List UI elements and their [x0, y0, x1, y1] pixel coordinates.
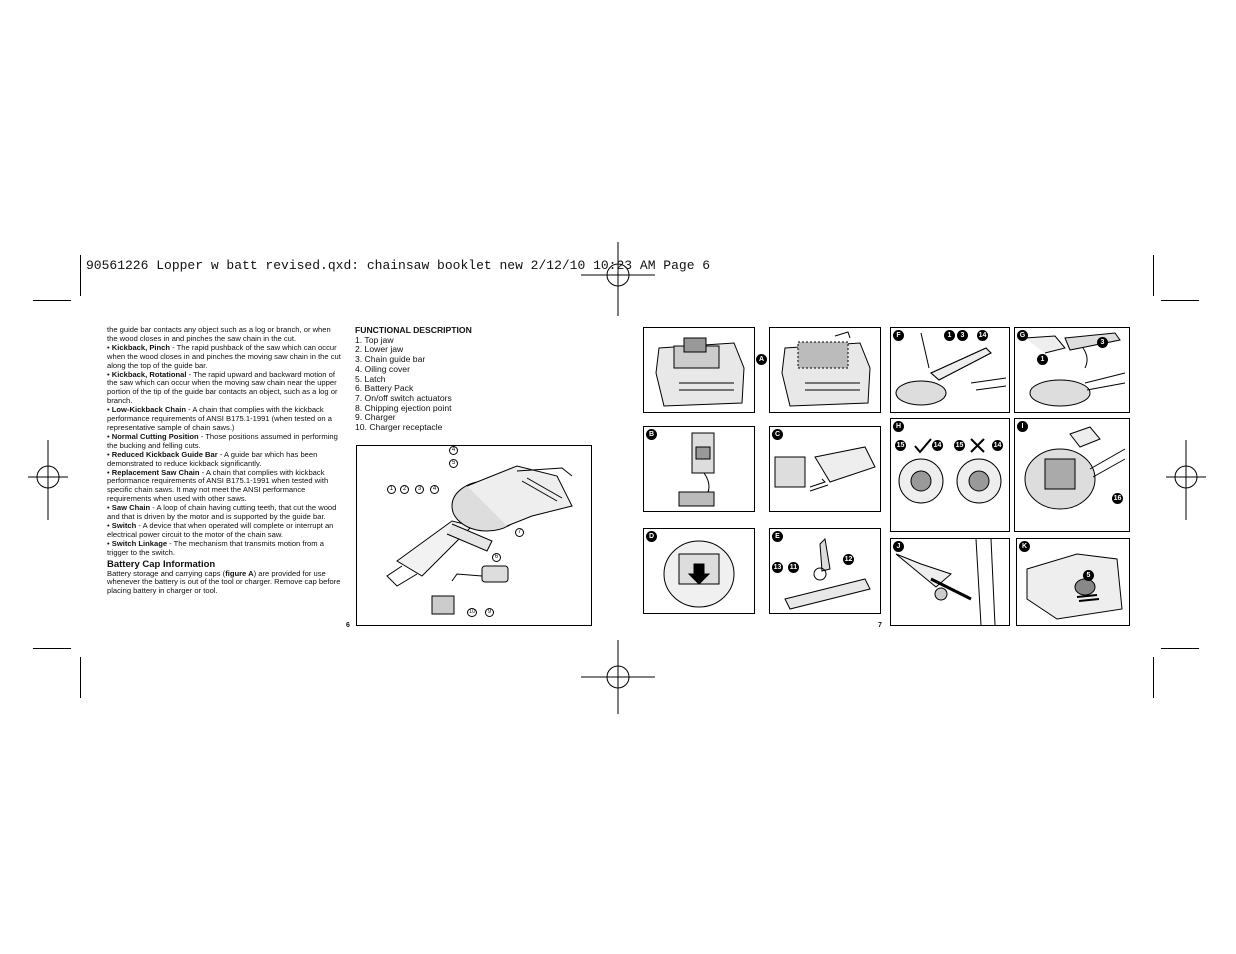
callout-number: 1	[387, 485, 396, 494]
battery-cap-heading: Battery Cap Information	[107, 558, 216, 570]
definition-item: • Saw Chain - A loop of chain having cutting teeth, that cut the wood and that is driven by the motor and is supported by the guide bar.	[107, 503, 337, 522]
figure-i	[1014, 418, 1130, 532]
charger-illustration	[644, 427, 754, 511]
definition-text: - A chain that complies with the kickback performance requirements of ANSI B175.1-1991 (when tested on a representative sample of chain saws.)	[107, 405, 332, 432]
functional-item: 2. Lower jaw	[355, 344, 404, 355]
functional-title: FUNCTIONAL DESCRIPTION	[355, 325, 472, 335]
definition-term: Kickback, Pinch	[111, 342, 171, 352]
lopper-illustration	[357, 446, 591, 625]
callout-number: 9	[485, 608, 494, 617]
callout-badge: 14	[978, 332, 987, 339]
figure-label: G	[1017, 330, 1028, 341]
callout-number: 4	[430, 485, 439, 494]
oil-fill-illustration	[1015, 419, 1129, 531]
figure-label: A	[756, 354, 767, 365]
callout-badge: 14	[933, 442, 942, 449]
definition-text: - The mechanism that transmits motion from a trigger to the switch.	[107, 538, 324, 557]
callout-number: 5	[449, 459, 458, 468]
definition-text: - A chain that complies with kickback performance requirements of ANSI B175.1-1991 when tested with specific chain saws. It may not meet the ANSI performance requirements when used with other saws.	[107, 467, 329, 504]
functional-item: 8. Chipping ejection point	[355, 402, 452, 413]
figure-k	[1016, 538, 1130, 626]
registration-mark-bottom	[581, 640, 655, 714]
figure-label: K	[1019, 541, 1030, 552]
battery-illustration	[644, 328, 754, 412]
functional-item: 6. Battery Pack	[355, 383, 414, 394]
functional-description	[355, 326, 472, 433]
figure-label: C	[772, 429, 783, 440]
figure-j	[890, 538, 1010, 626]
battery-release-illustration	[644, 529, 754, 613]
callout-number: 10	[468, 609, 476, 615]
definition-term: Reduced Kickback Guide Bar	[111, 449, 218, 459]
definition-term: Normal Cutting Position	[111, 431, 199, 441]
definition-term: Saw Chain	[111, 503, 151, 513]
chain-direction-illustration	[891, 419, 1009, 531]
functional-item: 4. Oiling cover	[355, 363, 410, 374]
tensioning-illustration	[1015, 328, 1129, 412]
callout-number: 7	[515, 528, 524, 537]
functional-item: 5. Latch	[355, 373, 386, 384]
callout-badge: 1	[944, 330, 955, 341]
callout-badge: 11	[789, 564, 798, 571]
figure-b	[643, 426, 755, 512]
callout-badge: 13	[773, 564, 782, 571]
definition-text: - The rapid upward and backward motion of the saw which can occur when the moving saw chain near the upper portion of the tip of the guide bar contacts an object, such as a log or branch.	[107, 369, 338, 406]
figure-d	[643, 528, 755, 614]
battery-cap-paragraph: Battery storage and carrying caps (figure A) are provided for use whenever the battery is out of the tool or charger. Remove cap before placing battery in charger or tool.	[107, 568, 341, 596]
page-number-left: 6	[346, 622, 350, 629]
callout-number: 2	[400, 485, 409, 494]
functional-item: 1. Top jaw	[355, 334, 394, 345]
definition-term: Low-Kickback Chain	[111, 405, 187, 415]
figure-g	[1014, 327, 1130, 413]
latch-illustration	[1017, 539, 1129, 625]
callout-badge: 3	[1097, 337, 1108, 348]
functional-item: 3. Chain guide bar	[355, 354, 426, 365]
cutting-illustration	[891, 539, 1009, 625]
crop-mark	[33, 648, 71, 649]
callout-badge: 1	[1037, 354, 1048, 365]
definition-text: - Those positions assumed in performing the bucking and felling cuts.	[107, 431, 338, 450]
figure-f	[890, 327, 1010, 413]
crop-mark	[1161, 300, 1199, 301]
definition-term: Kickback, Rotational	[111, 369, 187, 379]
callout-badge: 5	[1083, 570, 1094, 581]
registration-mark-top	[581, 242, 655, 316]
definition-text: - A loop of chain having cutting teeth, that cut the wood and that is driven by the motor and is supported by the guide bar.	[107, 503, 337, 522]
guide-bar-illustration	[770, 529, 880, 613]
crop-mark	[80, 657, 81, 698]
definition-item: • Reduced Kickback Guide Bar - A guide bar which has been demonstrated to reduce kickback significantly.	[107, 449, 318, 468]
figure-label: B	[646, 429, 657, 440]
crop-mark	[1153, 657, 1154, 698]
slug-header: 90561226 Lopper w batt revised.qxd: chainsaw booklet new 2/12/10 10:23 AM Page 6	[86, 258, 711, 273]
figure-reference: figure A	[225, 568, 254, 578]
functional-item: 9. Charger	[355, 412, 396, 423]
callout-badge: 3	[957, 330, 968, 341]
page-number-right: 7	[878, 622, 882, 629]
functional-item: 10. Charger receptacle	[355, 422, 443, 433]
definition-item: • Kickback, Pinch - The rapid pushback of the saw which can occur when the wood closes in and pinches the moving saw chain in the cut along the top of the guide bar.	[107, 342, 341, 370]
left-text-column	[107, 326, 343, 596]
crop-mark	[1153, 255, 1154, 296]
intro-paragraph: the guide bar contacts any object such as a log or branch, or when the wood closes in and pinches the saw chain in the cut.	[107, 325, 331, 343]
battery-cap-illustration	[770, 328, 880, 412]
crop-mark	[80, 255, 81, 296]
tool-parts-diagram	[356, 445, 592, 626]
callout-number: 4	[449, 446, 458, 455]
figure-e	[769, 528, 881, 614]
figure-label: E	[772, 531, 783, 542]
definition-term: Switch Linkage	[111, 538, 168, 548]
callout-number: 3	[415, 485, 424, 494]
callout-number: 6	[492, 553, 501, 562]
figure-h	[890, 418, 1010, 532]
crop-mark	[33, 300, 71, 301]
definition-text: - A device that when operated will complete or interrupt an electrical power circuit to the motor of the chain saw.	[107, 520, 334, 539]
registration-mark-left	[28, 440, 68, 520]
figure-label: D	[646, 531, 657, 542]
definition-item: • Switch Linkage - The mechanism that transmits motion from a trigger to the switch.	[107, 538, 324, 557]
definition-item: • Kickback, Rotational - The rapid upward and backward motion of the saw which can occur when the moving saw chain near the upper portion of the tip of the guide bar contacts an object, such as a log or branch.	[107, 369, 338, 406]
definition-item: • Switch - A device that when operated will complete or interrupt an electrical power circuit to the motor of the chain saw.	[107, 520, 334, 539]
callout-badge: 15	[896, 442, 905, 449]
callout-badge: 12	[844, 556, 853, 563]
definition-item: • Replacement Saw Chain - A chain that complies with kickback performance requirements of ANSI B175.1-1991 when tested with specific chain saws. It may not meet the ANSI performance requirements when used with other saws.	[107, 467, 329, 504]
registration-mark-right	[1166, 440, 1206, 520]
figure-label: J	[893, 541, 904, 552]
functional-item: 7. On/off switch actuators	[355, 392, 452, 403]
definition-term: Replacement Saw Chain	[111, 467, 200, 477]
definition-item: • Low-Kickback Chain - A chain that complies with the kickback performance requirements of ANSI B175.1-1991 (when tested on a representative sample of chain saws.)	[107, 405, 332, 432]
figure-label: I	[1017, 421, 1028, 432]
callout-badge: 14	[993, 442, 1002, 449]
figure-c	[769, 426, 881, 512]
figure-label: F	[893, 330, 904, 341]
definition-item: • Normal Cutting Position - Those positions assumed in performing the bucking and felling cuts.	[107, 431, 338, 450]
definition-text: - A guide bar which has been demonstrated to reduce kickback significantly.	[107, 449, 318, 468]
figure-label: H	[893, 421, 904, 432]
definition-text: - The rapid pushback of the saw which can occur when the wood closes in and pinches the moving saw chain in the cut along the top of the guide bar.	[107, 342, 341, 370]
callout-badge: 16	[1113, 495, 1122, 502]
battery-insert-illustration	[770, 427, 880, 511]
callout-badge: 15	[955, 442, 964, 449]
figure-a-right	[769, 327, 881, 413]
crop-mark	[1161, 648, 1199, 649]
figure-a-left	[643, 327, 755, 413]
definition-term: Switch	[111, 520, 137, 530]
